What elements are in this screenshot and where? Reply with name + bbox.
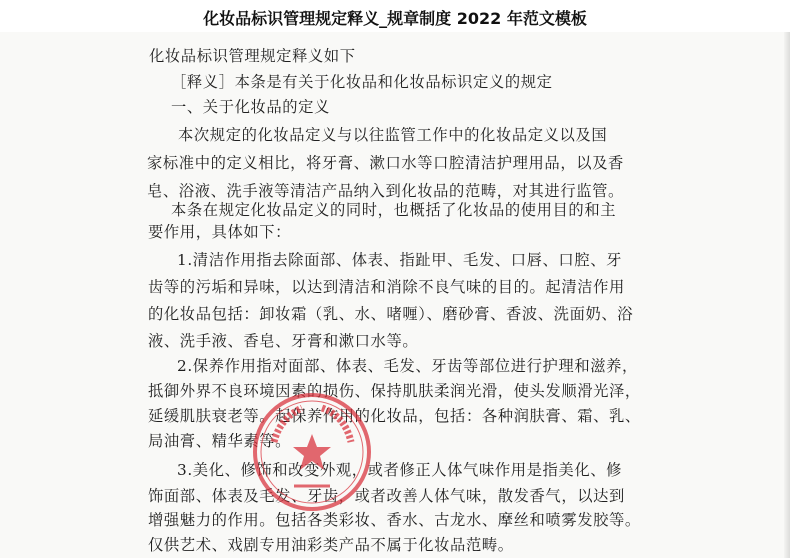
doc-line: 抵御外界不良环境因素的损伤、保持肌肤柔润光滑，使头发顺滑光泽， bbox=[148, 382, 641, 400]
doc-line: 饰面部、体表及毛发、牙齿，或者改善人体气味，散发香气，以达到 bbox=[148, 487, 625, 505]
official-seal bbox=[250, 390, 374, 514]
seal-star-icon bbox=[293, 434, 331, 470]
seal-lettering-arc bbox=[322, 408, 351, 442]
doc-line: 要作用，具体如下： bbox=[148, 223, 292, 241]
list-item: 2.保养作用指对面部、体表、毛发、牙齿等部位进行护理和滋养， bbox=[177, 357, 638, 375]
list-item: 1.清洁作用指去除面部、体表、指趾甲、毛发、口唇、口腔、牙 bbox=[177, 251, 623, 269]
scan-edge-shadow bbox=[784, 32, 790, 558]
doc-line: 齿等的污垢和异味，以达到清洁和消除不良气味的目的。起清洁作用 bbox=[148, 278, 625, 296]
doc-line: 本条在规定化妆品定义的同时，也概括了化妆品的使用目的和主 bbox=[171, 201, 617, 219]
doc-line: 的化妆品包括：卸妆霜（乳、水、啫喱）、磨砂膏、香波、洗面奶、浴 bbox=[148, 305, 634, 323]
doc-line: ［释义］本条是有关于化妆品和化妆品标识定义的规定 bbox=[171, 73, 553, 91]
doc-line: 家标准中的定义相比，将牙膏、漱口水等口腔清洁护理用品，以及香 bbox=[147, 154, 624, 172]
doc-heading: 化妆品标识管理规定释义如下 bbox=[149, 47, 356, 65]
doc-line: 皂、浴液、洗手液等清洁产品纳入到化妆品的范畴，对其进行监管。 bbox=[147, 182, 624, 200]
doc-line: 仅供艺术、戏剧专用油彩类产品不属于化妆品范畴。 bbox=[148, 536, 514, 554]
list-item: 3.美化、修饰和改变外观，或者修正人体气味作用是指美化、修 bbox=[177, 461, 623, 479]
seal-lettering-arc bbox=[274, 408, 302, 442]
doc-line: 增强魅力的作用。包括各类彩妆、香水、古龙水、摩丝和喷雾发胶等。 bbox=[148, 511, 641, 529]
doc-line: 本次规定的化妆品定义与以往监管工作中的化妆品定义以及国 bbox=[178, 126, 608, 144]
doc-line: 液、洗手液、香皂、牙膏和漱口水等。 bbox=[148, 332, 419, 350]
doc-line: 延缓肌肤衰老等。起保养作用的化妆品，包括：各种润肤膏、霜、乳、 bbox=[148, 407, 641, 425]
doc-line: 局油膏、精华素等。 bbox=[148, 432, 292, 450]
page-title: 化妆品标识管理规定释义_规章制度 2022 年范文模板 bbox=[203, 9, 587, 28]
section-heading: 一、关于化妆品的定义 bbox=[171, 98, 330, 116]
